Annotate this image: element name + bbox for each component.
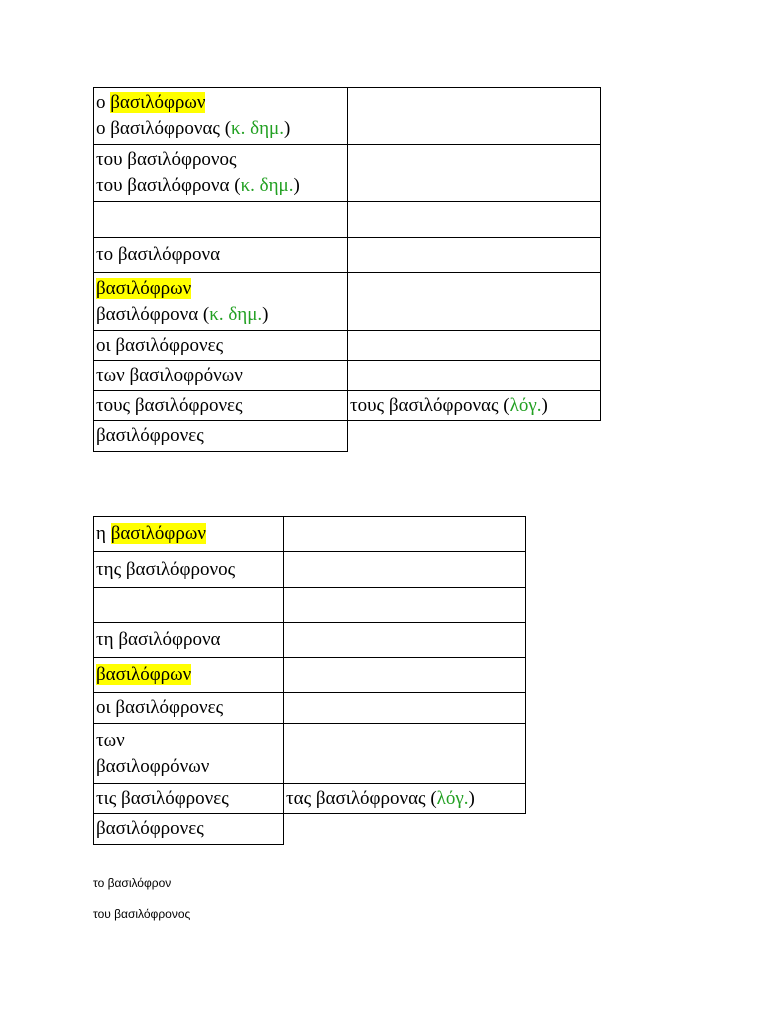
table-cell: [284, 517, 526, 552]
table-row: [94, 814, 526, 845]
table-row: [94, 331, 601, 361]
form-line: βασιλοφρόνων: [96, 755, 210, 777]
table-cell: [284, 552, 526, 588]
article: ο: [96, 92, 111, 113]
table-row: [94, 724, 526, 784]
table-row: [94, 391, 601, 421]
article: η: [96, 523, 111, 544]
table-cell: των βασιλοφρόνων: [94, 361, 348, 391]
highlighted-word: βασιλόφρων: [96, 277, 192, 299]
table-cell: [348, 273, 601, 331]
table-cell: [284, 588, 526, 623]
variant-form: βασιλόφρονα (: [96, 303, 210, 325]
usage-tag: κ. δημ.: [240, 175, 294, 196]
table-row: [94, 361, 601, 391]
paren: ): [293, 175, 300, 196]
table-row: [94, 552, 526, 588]
table-row: [94, 623, 526, 658]
neuter-note-genitive: του βασιλόφρονος: [93, 907, 191, 921]
table-cell: [94, 88, 348, 145]
table-cell: [94, 517, 284, 552]
paren: ): [262, 303, 269, 325]
table-cell: [94, 202, 348, 238]
table-row: [94, 693, 526, 724]
table-cell: της βασιλόφρονος: [94, 552, 284, 588]
table-row: [94, 421, 601, 452]
table-cell: οι βασιλόφρονες: [94, 331, 348, 361]
table-cell: [94, 588, 284, 623]
table-cell: τις βασιλόφρονες: [94, 784, 284, 814]
form-line: των: [96, 729, 125, 751]
table-cell: [348, 331, 601, 361]
table-row: [94, 145, 601, 202]
table-row: [94, 88, 601, 145]
table-cell: [284, 658, 526, 693]
table-cell-blank: [284, 814, 526, 845]
table-cell: [348, 361, 601, 391]
feminine-declension-table: [93, 516, 526, 845]
table-cell: [348, 145, 601, 202]
table-cell: [348, 202, 601, 238]
usage-tag: λόγ.: [436, 787, 469, 809]
table-row: [94, 658, 526, 693]
table-row: [94, 202, 601, 238]
table-cell: [284, 623, 526, 658]
table-cell: [348, 88, 601, 145]
table-row: [94, 517, 526, 552]
table-row: [94, 238, 601, 273]
table-cell: [284, 693, 526, 724]
masculine-declension-table: [93, 87, 601, 452]
variant-form: του βασιλόφρονα (: [96, 175, 241, 196]
table-row: [94, 588, 526, 623]
paren: ): [541, 394, 548, 416]
highlighted-word: βασιλόφρων: [96, 664, 192, 685]
usage-tag: λόγ.: [509, 394, 542, 416]
table-row: [94, 273, 601, 331]
table-cell: [348, 238, 601, 273]
highlighted-word: βασιλόφρων: [110, 92, 206, 113]
table-cell: [94, 658, 284, 693]
table-cell: οι βασιλόφρονες: [94, 693, 284, 724]
usage-tag: κ. δημ.: [209, 303, 263, 325]
table-cell-blank: [348, 421, 601, 452]
table-cell: [284, 724, 526, 784]
table-cell: [94, 273, 348, 331]
table-cell: [284, 784, 526, 814]
archaic-form: τας βασιλόφρονας (: [286, 787, 437, 809]
table-cell: τους βασιλόφρονες: [94, 391, 348, 421]
variant-form: ο βασιλόφρονας (: [96, 118, 232, 139]
table-row: [94, 784, 526, 814]
highlighted-word: βασιλόφρων: [110, 523, 206, 544]
table-cell: βασιλόφρονες: [94, 814, 284, 845]
table-cell: [348, 391, 601, 421]
archaic-form: τους βασιλόφρονας (: [350, 394, 510, 416]
table-cell: [94, 145, 348, 202]
paren: ): [283, 118, 291, 139]
form: του βασιλόφρονος: [96, 149, 237, 170]
paren: ): [468, 787, 475, 809]
usage-tag: κ. δημ.: [231, 118, 284, 139]
table-cell: το βασιλόφρονα: [94, 238, 348, 273]
table-cell: [94, 724, 284, 784]
neuter-note-nominative: το βασιλόφρον: [93, 876, 172, 890]
table-cell: βασιλόφρονες: [94, 421, 348, 452]
table-cell: τη βασιλόφρονα: [94, 623, 284, 658]
